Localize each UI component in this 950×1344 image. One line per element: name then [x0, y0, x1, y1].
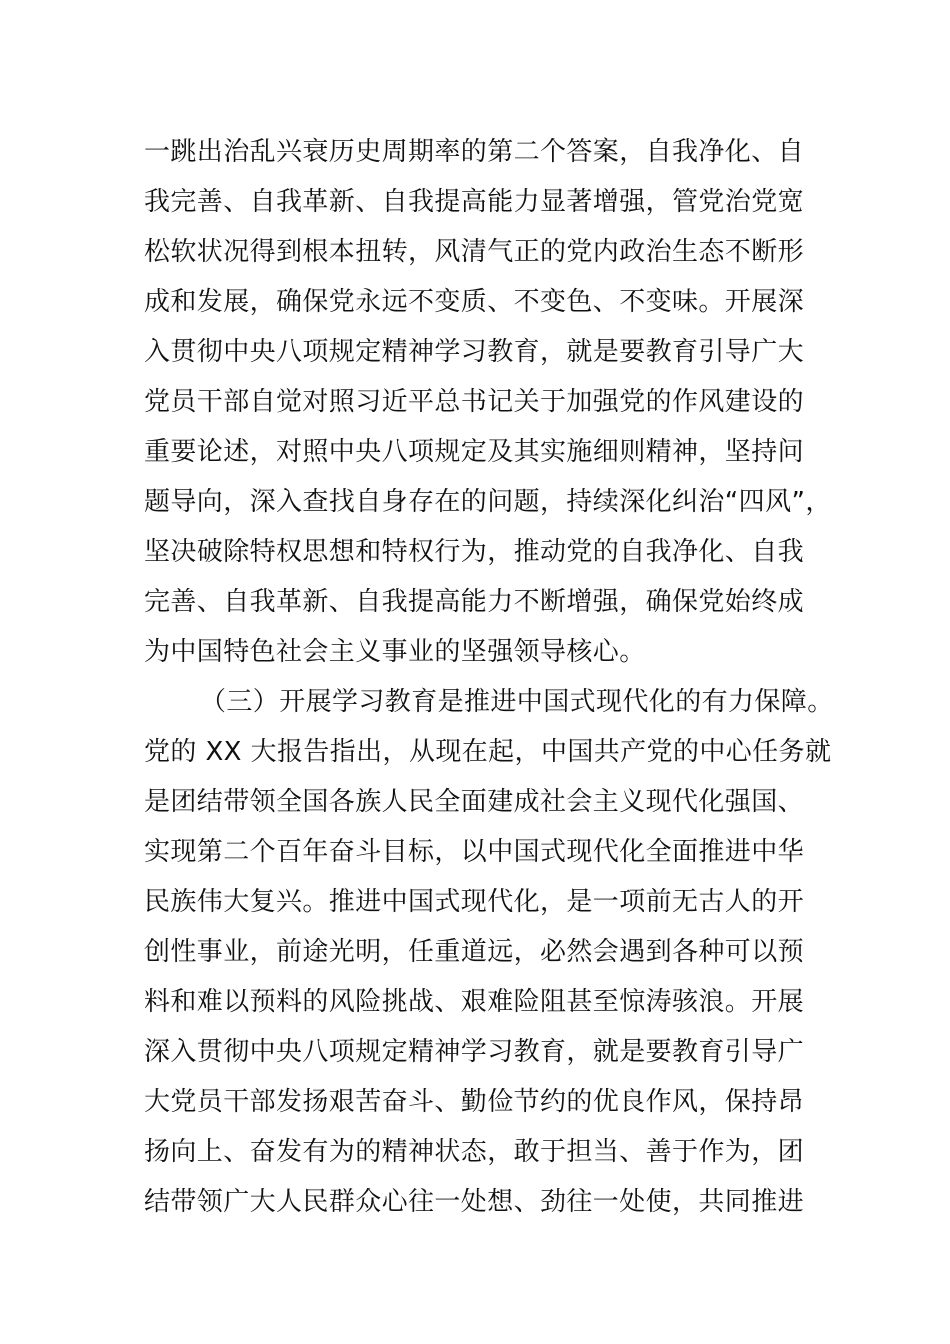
text-line: 我完善、自我革新、自我提高能力显著增强，管党治党宽: [144, 187, 805, 217]
text-line: 大党员干部发扬艰苦奋斗、勤俭节约的优良作风，保持昂: [144, 1087, 805, 1117]
text-line: 完善、自我革新、自我提高能力不断增强，确保党始终成: [144, 587, 805, 617]
text-line: 题导向，深入查找自身存在的问题，持续深化纠治“四风”，: [144, 487, 832, 517]
text-line: 党员干部自觉对照习近平总书记关于加强党的作风建设的: [144, 387, 805, 417]
text-line: 坚决破除特权思想和特权行为，推动党的自我净化、自我: [144, 537, 805, 567]
text-line: 入贯彻中央八项规定精神学习教育，就是要教育引导广大: [144, 337, 805, 367]
text-line: 成和发展，确保党永远不变质、不变色、不变味。开展深: [144, 287, 805, 317]
section-heading: （三）开展学习教育是推进中国式现代化的有力保障。: [200, 687, 834, 717]
text-line: 深入贯彻中央八项规定精神学习教育，就是要教育引导广: [144, 1037, 805, 1067]
text-line: 实现第二个百年奋斗目标，以中国式现代化全面推进中华: [144, 837, 805, 867]
text-line: 重要论述，对照中央八项规定及其实施细则精神，坚持问: [144, 437, 805, 467]
text-line: 结带领广大人民群众心往一处想、劲往一处使，共同推进: [144, 1187, 805, 1217]
text-line: 松软状况得到根本扭转，风清气正的党内政治生态不断形: [144, 237, 805, 267]
text-line: 扬向上、奋发有为的精神状态，敢于担当、善于作为，团: [144, 1137, 805, 1167]
text-line: 创性事业，前途光明，任重道远，必然会遇到各种可以预: [144, 937, 805, 967]
text-line: 一跳出治乱兴衰历史周期率的第二个答案，自我净化、自: [144, 137, 805, 167]
text-line: 民族伟大复兴。推进中国式现代化，是一项前无古人的开: [144, 887, 805, 917]
text-line: 是团结带领全国各族人民全面建成社会主义现代化强国、: [144, 787, 805, 817]
text-line: 党的 XX 大报告指出，从现在起，中国共产党的中心任务就: [144, 737, 832, 767]
text-line: 为中国特色社会主义事业的坚强领导核心。: [144, 637, 646, 667]
text-line: 料和难以预料的风险挑战、艰难险阻甚至惊涛骇浪。开展: [144, 987, 805, 1017]
